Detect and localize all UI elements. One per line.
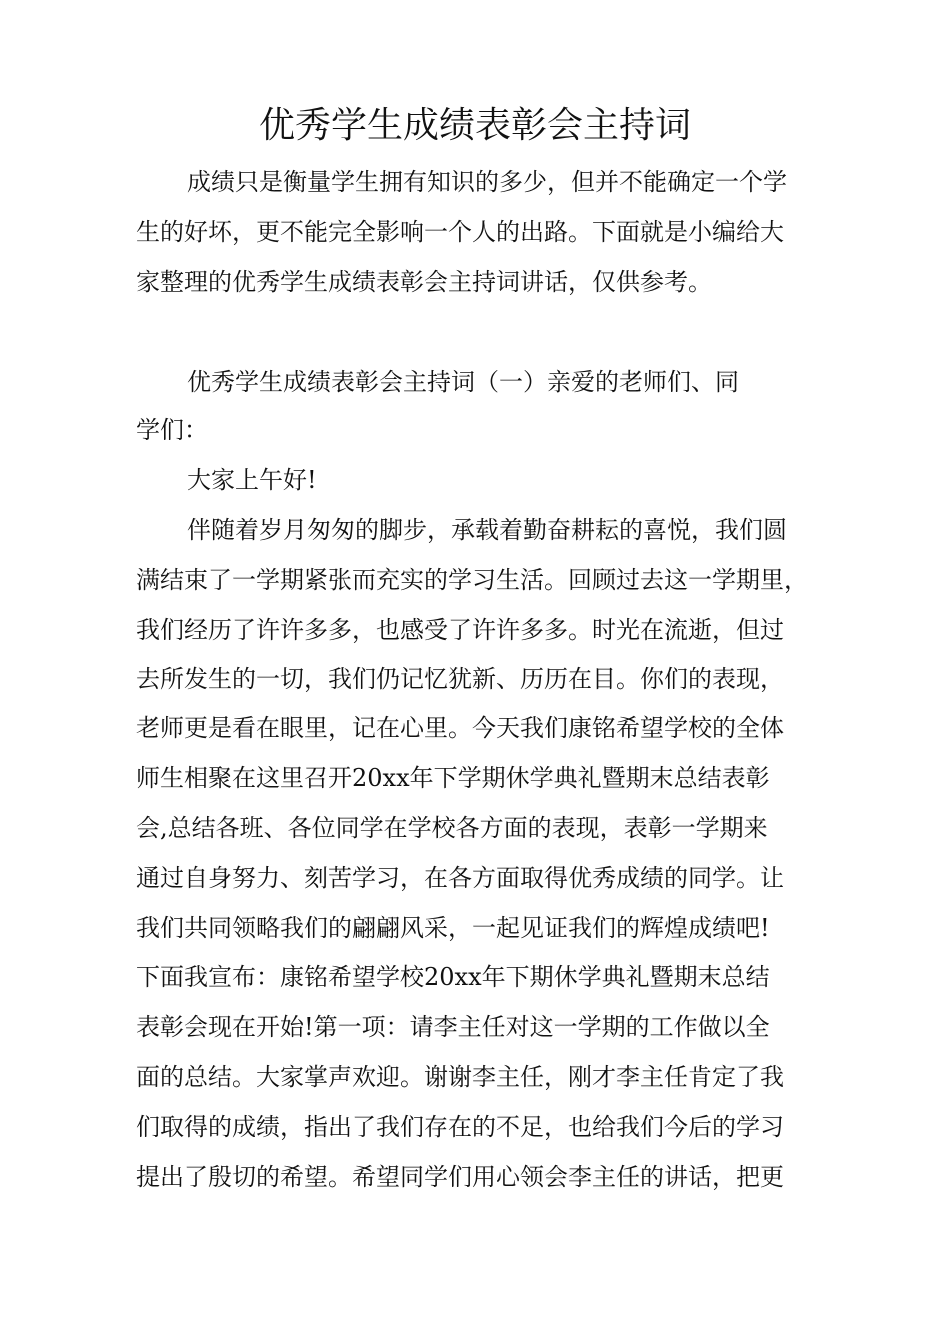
body-line-4: 去所发生的一切，我们仍记忆犹新、历历在目。你们的表现，: [136, 665, 784, 693]
section-heading-line-2: 学们：: [136, 416, 208, 444]
body-line-9: 我们共同领略我们的翩翩风采，一起见证我们的辉煌成绩吧!: [136, 914, 770, 942]
section-heading-line-1: 优秀学生成绩表彰会主持词（一）亲爱的老师们、同: [187, 368, 739, 396]
intro-line-3: 家整理的优秀学生成绩表彰会主持词讲话，仅供参考。: [136, 268, 712, 296]
body-line-1: 伴随着岁月匆匆的脚步，承载着勤奋耕耘的喜悦，我们圆: [187, 516, 787, 544]
intro-line-2: 生的好坏，更不能完全影响一个人的出路。下面就是小编给大: [136, 218, 784, 246]
intro-line-1: 成绩只是衡量学生拥有知识的多少，但并不能确定一个学: [187, 168, 787, 196]
body-line-7: 会,总结各班、各位同学在学校各方面的表现，表彰一学期来: [136, 814, 768, 842]
body-line-10: 下面我宣布：康铭希望学校20xx年下期休学典礼暨期末总结: [136, 963, 770, 991]
body-line-3: 我们经历了许许多多，也感受了许许多多。时光在流逝，但过: [136, 616, 784, 644]
document-title: 优秀学生成绩表彰会主持词: [258, 105, 691, 146]
body-line-14: 提出了殷切的希望。希望同学们用心领会李主任的讲话，把更: [136, 1163, 784, 1191]
body-line-12: 面的总结。大家掌声欢迎。谢谢李主任，刚才李主任肯定了我: [136, 1063, 784, 1091]
body-line-13: 们取得的成绩，指出了我们存在的不足，也给我们今后的学习: [136, 1113, 784, 1141]
body-line-6: 师生相聚在这里召开20xx年下学期休学典礼暨期末总结表彰: [136, 764, 770, 792]
body-line-11: 表彰会现在开始!第一项：请李主任对这一学期的工作做以全: [136, 1013, 770, 1041]
body-line-8: 通过自身努力、刻苦学习，在各方面取得优秀成绩的同学。让: [136, 864, 784, 892]
body-line-5: 老师更是看在眼里，记在心里。今天我们康铭希望学校的全体: [136, 714, 784, 742]
greeting-line: 大家上午好!: [187, 466, 317, 494]
body-line-2: 满结束了一学期紧张而充实的学习生活。回顾过去这一学期里，: [136, 566, 808, 594]
